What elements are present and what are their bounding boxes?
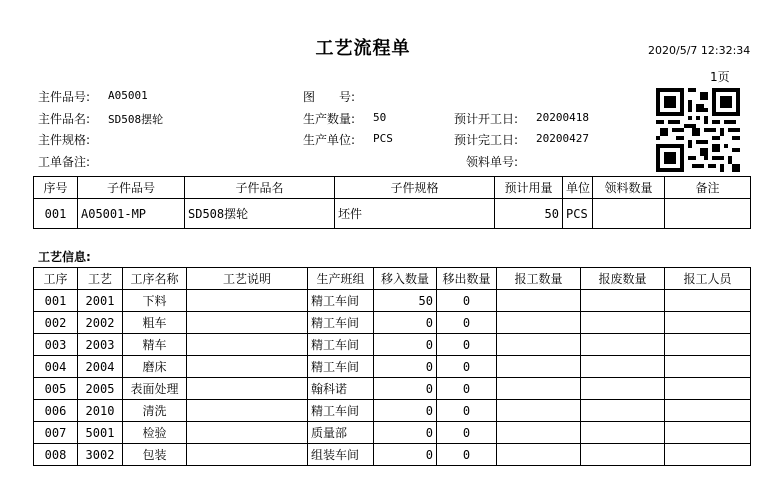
process-cell-reporter: [665, 334, 751, 356]
process-cell-out-qty: 0: [437, 400, 497, 422]
process-cell-team: 精工车间: [308, 356, 374, 378]
process-cell-scrap-qty: [581, 312, 665, 334]
process-cell-craft-desc: [187, 334, 308, 356]
process-cell-in-qty: 0: [374, 356, 437, 378]
main-part-spec-label: 主件规格:: [38, 133, 91, 147]
material-cell-part-no: A05001-MP: [78, 199, 185, 229]
material-cell-part-spec: 坯件: [335, 199, 495, 229]
process-cell-craft: 2003: [78, 334, 123, 356]
production-unit-label: 生产单位:: [303, 133, 356, 147]
process-cell-step-name: 下料: [123, 290, 187, 312]
process-cell-in-qty: 0: [374, 444, 437, 466]
table-row: [34, 334, 751, 356]
process-cell-report-qty: [497, 378, 581, 400]
process-cell-craft-desc: [187, 356, 308, 378]
material-col-part-name: 子件品名: [185, 177, 335, 199]
process-cell-in-qty: 0: [374, 334, 437, 356]
process-cell-step: 008: [34, 444, 78, 466]
process-cell-report-qty: [497, 422, 581, 444]
process-col-craft: 工艺: [78, 268, 123, 290]
process-cell-reporter: [665, 378, 751, 400]
process-table-header-row: [34, 268, 751, 290]
planned-finish-value: 20200427: [536, 132, 589, 145]
table-row: [34, 444, 751, 466]
process-col-out-qty: 移出数量: [437, 268, 497, 290]
process-cell-craft: 2005: [78, 378, 123, 400]
work-order-note-label: 工单备注:: [38, 155, 91, 169]
process-col-craft-desc: 工艺说明: [187, 268, 308, 290]
process-cell-in-qty: 0: [374, 400, 437, 422]
process-cell-craft-desc: [187, 444, 308, 466]
material-col-part-no: 子件品号: [78, 177, 185, 199]
process-table: [33, 267, 751, 466]
process-cell-step: 006: [34, 400, 78, 422]
main-part-no-value: A05001: [108, 89, 148, 102]
process-cell-scrap-qty: [581, 378, 665, 400]
process-cell-report-qty: [497, 334, 581, 356]
process-cell-in-qty: 50: [374, 290, 437, 312]
process-cell-team: 组装车间: [308, 444, 374, 466]
process-cell-scrap-qty: [581, 290, 665, 312]
process-cell-team: 质量部: [308, 422, 374, 444]
material-cell-part-name: SD508摆轮: [185, 199, 335, 229]
process-cell-scrap-qty: [581, 400, 665, 422]
material-col-planned-qty: 预计用量: [495, 177, 563, 199]
process-cell-step-name: 磨床: [123, 356, 187, 378]
process-cell-scrap-qty: [581, 422, 665, 444]
planned-finish-label: 预计完工日:: [454, 133, 519, 147]
process-cell-report-qty: [497, 444, 581, 466]
process-cell-step: 003: [34, 334, 78, 356]
process-cell-step-name: 粗车: [123, 312, 187, 334]
material-cell-issued-qty: [593, 199, 665, 229]
process-col-step: 工序: [34, 268, 78, 290]
material-cell-seq: 001: [34, 199, 78, 229]
process-cell-out-qty: 0: [437, 422, 497, 444]
process-cell-team: 翰科诺: [308, 378, 374, 400]
main-part-name-label: 主件品名:: [38, 112, 91, 126]
process-cell-reporter: [665, 356, 751, 378]
process-cell-team: 精工车间: [308, 334, 374, 356]
process-cell-reporter: [665, 312, 751, 334]
process-cell-out-qty: 0: [437, 290, 497, 312]
process-cell-step: 005: [34, 378, 78, 400]
process-section-title: 工艺信息:: [38, 250, 91, 264]
process-cell-craft: 2004: [78, 356, 123, 378]
production-qty-label: 生产数量:: [303, 112, 356, 126]
material-table-header-row: [34, 177, 751, 199]
process-col-team: 生产班组: [308, 268, 374, 290]
process-cell-scrap-qty: [581, 356, 665, 378]
process-cell-team: 精工车间: [308, 290, 374, 312]
table-row: [34, 312, 751, 334]
process-cell-craft: 2010: [78, 400, 123, 422]
process-cell-step-name: 清洗: [123, 400, 187, 422]
process-cell-reporter: [665, 290, 751, 312]
process-cell-step: 001: [34, 290, 78, 312]
process-col-reporter: 报工人员: [665, 268, 751, 290]
process-col-step-name: 工序名称: [123, 268, 187, 290]
process-cell-craft-desc: [187, 400, 308, 422]
process-cell-step-name: 表面处理: [123, 378, 187, 400]
process-cell-craft-desc: [187, 422, 308, 444]
table-row: [34, 199, 751, 229]
process-cell-step-name: 检验: [123, 422, 187, 444]
table-row: [34, 290, 751, 312]
planned-start-value: 20200418: [536, 111, 589, 124]
main-part-no-label: 主件品号:: [38, 90, 91, 104]
process-cell-reporter: [665, 400, 751, 422]
drawing-no-label: 图 号:: [303, 90, 356, 104]
material-col-remark: 备注: [665, 177, 751, 199]
process-cell-in-qty: 0: [374, 378, 437, 400]
process-cell-step: 007: [34, 422, 78, 444]
material-cell-planned-qty: 50: [495, 199, 563, 229]
process-cell-out-qty: 0: [437, 356, 497, 378]
process-cell-report-qty: [497, 312, 581, 334]
process-cell-step-name: 包装: [123, 444, 187, 466]
process-cell-report-qty: [497, 290, 581, 312]
process-cell-team: 精工车间: [308, 400, 374, 422]
material-col-issued-qty: 领料数量: [593, 177, 665, 199]
process-cell-craft-desc: [187, 312, 308, 334]
process-cell-step: 004: [34, 356, 78, 378]
process-cell-out-qty: 0: [437, 312, 497, 334]
process-cell-craft-desc: [187, 378, 308, 400]
process-cell-in-qty: 0: [374, 312, 437, 334]
material-cell-unit: PCS: [563, 199, 593, 229]
process-cell-step: 002: [34, 312, 78, 334]
document-title: 工艺流程单: [315, 38, 411, 59]
material-col-part-spec: 子件规格: [335, 177, 495, 199]
material-cell-remark: [665, 199, 751, 229]
process-cell-craft: 2001: [78, 290, 123, 312]
qr-code-icon: [656, 88, 740, 172]
material-col-unit: 单位: [563, 177, 593, 199]
process-cell-team: 精工车间: [308, 312, 374, 334]
production-qty-value: 50: [373, 111, 387, 124]
material-col-seq: 序号: [34, 177, 78, 199]
process-cell-craft-desc: [187, 290, 308, 312]
table-row: [34, 356, 751, 378]
main-part-name-value: SD508摆轮: [108, 113, 164, 126]
table-row: [34, 400, 751, 422]
process-cell-step-name: 精车: [123, 334, 187, 356]
process-col-report-qty: 报工数量: [497, 268, 581, 290]
process-cell-report-qty: [497, 356, 581, 378]
process-cell-out-qty: 0: [437, 378, 497, 400]
process-cell-report-qty: [497, 400, 581, 422]
process-cell-scrap-qty: [581, 444, 665, 466]
process-table-body: [34, 290, 751, 466]
print-datetime: 2020/5/7 12:32:34: [648, 44, 751, 57]
material-req-no-label: 领料单号:: [466, 155, 519, 169]
process-cell-out-qty: 0: [437, 444, 497, 466]
process-cell-craft: 5001: [78, 422, 123, 444]
material-table: [33, 176, 751, 229]
table-row: [34, 378, 751, 400]
production-unit-value: PCS: [373, 132, 393, 145]
planned-start-label: 预计开工日:: [454, 112, 519, 126]
process-cell-scrap-qty: [581, 334, 665, 356]
process-col-scrap-qty: 报废数量: [581, 268, 665, 290]
process-cell-craft: 2002: [78, 312, 123, 334]
process-cell-reporter: [665, 422, 751, 444]
process-cell-craft: 3002: [78, 444, 123, 466]
process-col-in-qty: 移入数量: [374, 268, 437, 290]
process-cell-out-qty: 0: [437, 334, 497, 356]
page-number: 1页: [710, 70, 730, 84]
table-row: [34, 422, 751, 444]
process-cell-in-qty: 0: [374, 422, 437, 444]
process-cell-reporter: [665, 444, 751, 466]
